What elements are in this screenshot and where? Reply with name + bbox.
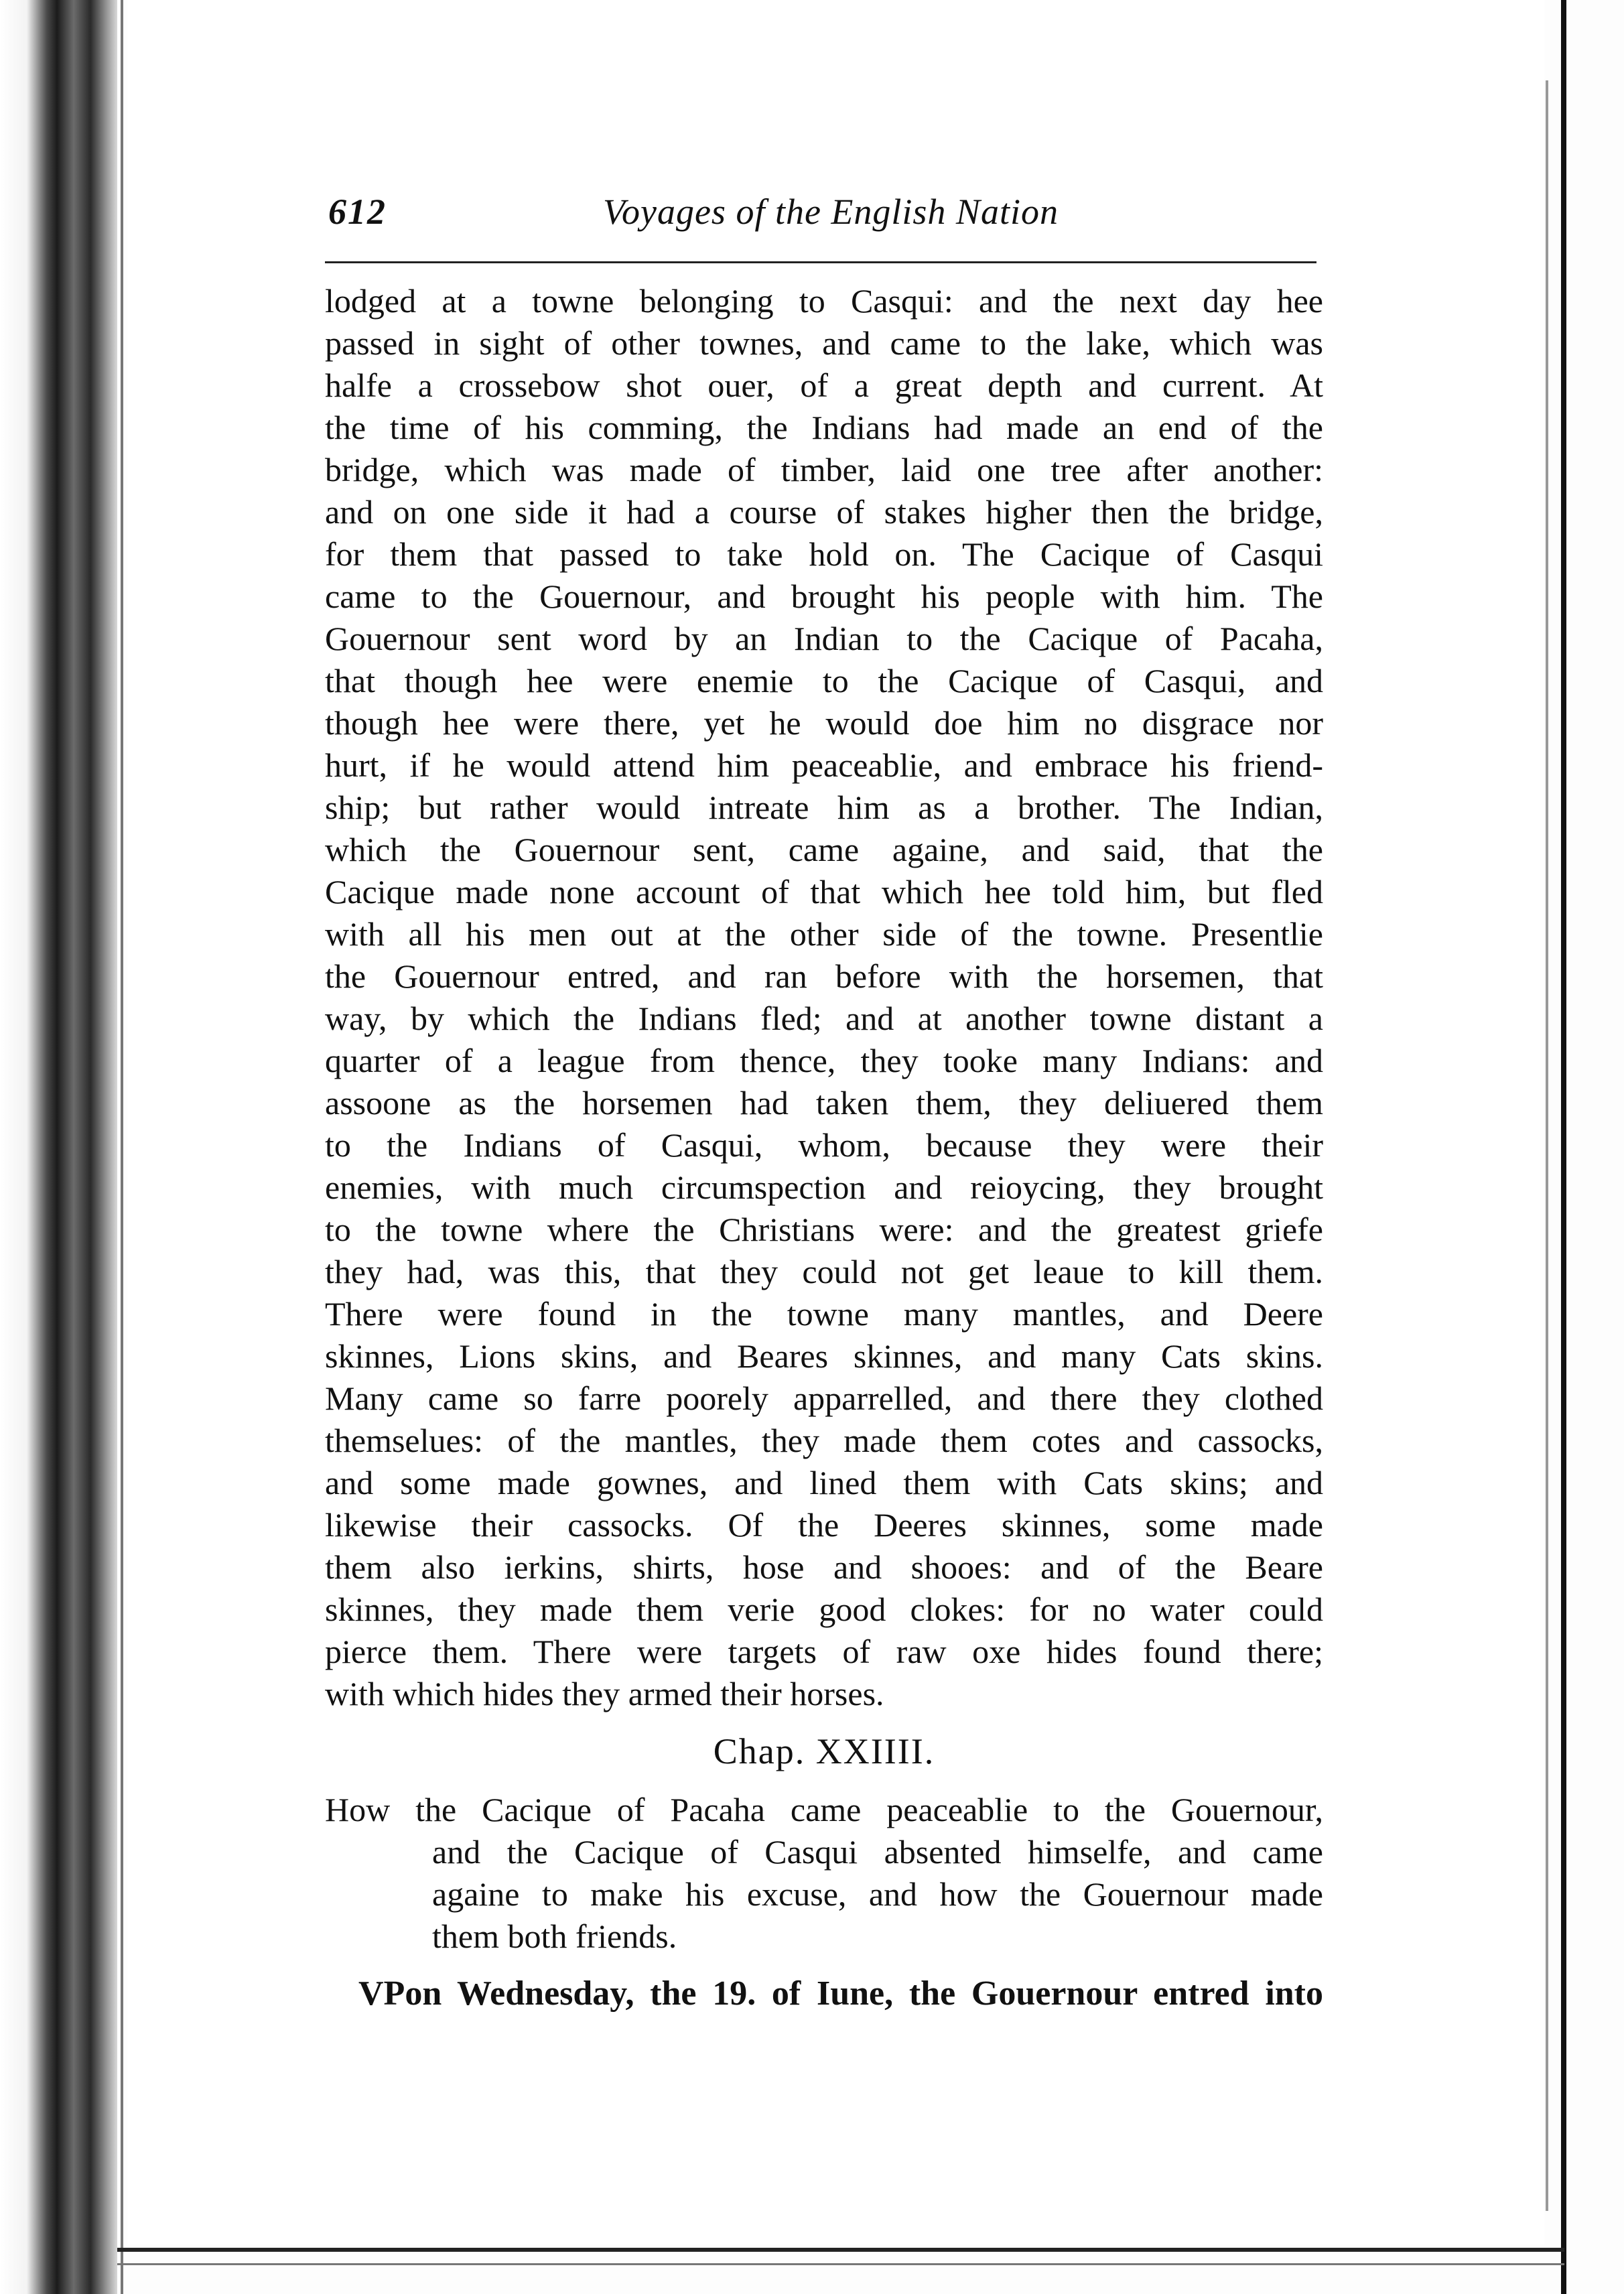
opening-line: VPon Wednesday, the 19. of Iune, the Gouernour entred into xyxy=(358,1974,1323,2013)
chapter-opening xyxy=(358,1972,1323,2015)
text-line: bridge, which was made of timber, laid one tree after another: xyxy=(325,451,1323,488)
text-line: way, by which the Indians fled; and at another towne distant a xyxy=(325,1000,1323,1037)
scan-border-right xyxy=(1561,0,1566,2294)
text-line: skinnes, Lions skins, and Beares skinnes, and many Cats skins. xyxy=(325,1337,1323,1375)
scan-border-bottom xyxy=(117,2248,1564,2252)
text-line: skinnes, they made them verie good clokes: for no water could xyxy=(325,1591,1323,1628)
text-line: There were found in the towne many mantles, and Deere xyxy=(325,1295,1323,1333)
text-line: and some made gownes, and lined them with Cats skins; and xyxy=(325,1464,1323,1501)
chapter-heading: Chap. XXIIII. xyxy=(713,1731,935,1771)
text-line: which the Gouernour sent, came againe, and said, that the xyxy=(325,831,1323,868)
text-line: came to the Gouernour, and brought his people with him. The xyxy=(325,578,1323,615)
text-line: themselues: of the mantles, they made them cotes and cassocks, xyxy=(325,1422,1323,1459)
summary-line: againe to make his excuse, and how the Gouernour made xyxy=(432,1875,1323,1913)
page-header xyxy=(328,191,1320,238)
text-line: though hee were there, yet he would doe him no disgrace nor xyxy=(325,704,1323,742)
text-line: the time of his comming, the Indians had made an end of the xyxy=(325,409,1323,446)
running-title: Voyages of the English Nation xyxy=(603,192,1059,232)
text-line: ship; but rather would intreate him as a brother. The Indian, xyxy=(325,789,1323,826)
text-line: enemies, with much circumspection and reioycing, they brought xyxy=(325,1168,1323,1206)
text-line: them also ierkins, shirts, hose and shooes: and of the Beare xyxy=(325,1548,1323,1586)
page-number: 612 xyxy=(328,192,387,232)
text-line: and on one side it had a course of stakes higher then the bridge, xyxy=(325,493,1323,531)
text-line: hurt, if he would attend him peaceablie, and embrace his friend- xyxy=(325,746,1323,784)
text-line: to the towne where the Christians were: and the greatest griefe xyxy=(325,1211,1323,1248)
text-line: Many came so farre poorely apparrelled, and there they clothed xyxy=(325,1379,1323,1417)
text-line: the Gouernour entred, and ran before with the horsemen, that xyxy=(325,957,1323,995)
text-line: they had, was this, that they could not get leaue to kill them. xyxy=(325,1253,1323,1290)
text-line: Cacique made none account of that which hee told him, but fled xyxy=(325,873,1323,910)
text-line: to the Indians of Casqui, whom, because they were their xyxy=(325,1126,1323,1164)
header-rule xyxy=(325,261,1316,263)
page-edge-line xyxy=(1546,80,1548,2211)
book-spine-shadow xyxy=(0,0,117,2294)
text-line: that though hee were enemie to the Cacique of Casqui, and xyxy=(325,662,1323,699)
text-line: quarter of a league from thence, they tooke many Indians: and xyxy=(325,1042,1323,1079)
text-line: pierce them. There were targets of raw oxe hides found there; xyxy=(325,1633,1323,1670)
summary-line: them both friends. xyxy=(432,1917,677,1955)
text-line: Gouernour sent word by an Indian to the Cacique of Pacaha, xyxy=(325,620,1323,657)
text-line: for them that passed to take hold on. The Cacique of Casqui xyxy=(325,535,1323,573)
summary-line: How the Cacique of Pacaha came peaceablie to the Gouernour, xyxy=(325,1791,1323,1828)
text-line: halfe a crossebow shot ouer, of a great depth and current. At xyxy=(325,366,1323,404)
body-text xyxy=(325,280,1323,1715)
text-line: passed in sight of other townes, and came to the lake, which was xyxy=(325,324,1323,362)
text-line: assoone as the horsemen had taken them, they deliuered them xyxy=(325,1084,1323,1122)
summary-line: and the Cacique of Casqui absented himselfe, and came xyxy=(432,1833,1323,1871)
text-line: lodged at a towne belonging to Casqui: and the next day hee xyxy=(325,282,1323,320)
binding-edge xyxy=(121,0,123,2294)
text-line: with which hides they armed their horses. xyxy=(325,1675,884,1712)
text-line: likewise their cassocks. Of the Deeres skinnes, some made xyxy=(325,1506,1323,1544)
text-line: with all his men out at the other side of the towne. Presentlie xyxy=(325,915,1323,953)
chapter-summary xyxy=(325,1789,1323,1958)
scan-border-bottom-inner xyxy=(117,2263,1564,2265)
